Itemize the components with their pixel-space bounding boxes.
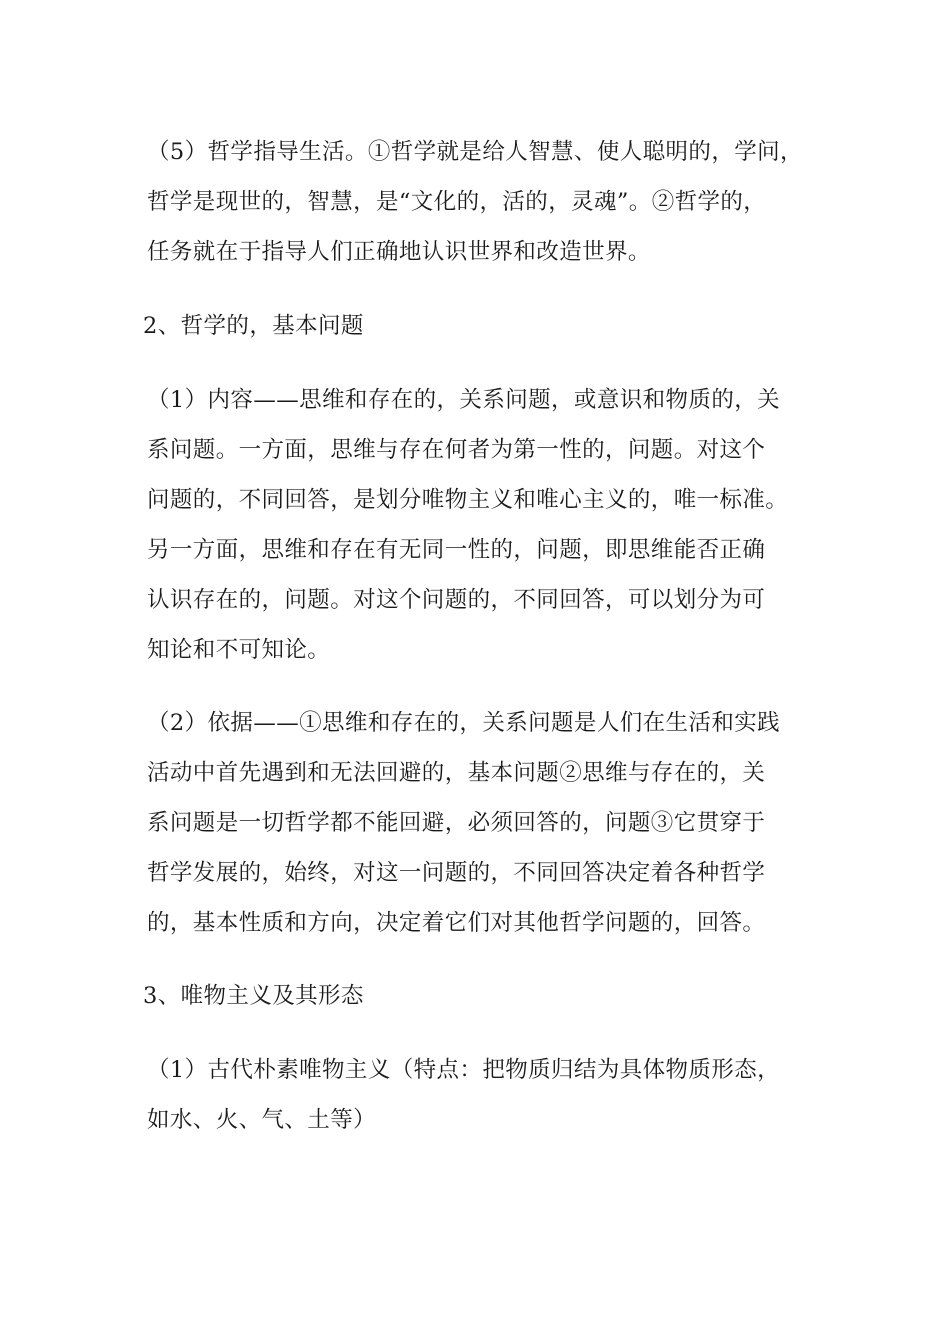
paragraph-ancient-materialism xyxy=(147,1045,812,1145)
text-line: 的，基本性质和方向，决定着它们对其他哲学问题的，回答。 xyxy=(147,910,766,936)
text-line: 如水、火、气、土等） xyxy=(147,1107,377,1133)
text-line: 活动中首先遇到和无法回避的，基本问题②思维与存在的，关 xyxy=(147,760,766,786)
text-line: （5）哲学指导生活。①哲学就是给人智慧、使人聪明的，学问， xyxy=(147,139,803,165)
section-heading-basic-question: 2、哲学的，基本问题 xyxy=(143,313,364,339)
text-line: 系问题是一切哲学都不能回避，必须回答的，问题③它贯穿于 xyxy=(147,810,766,836)
text-line: 任务就在于指导人们正确地认识世界和改造世界。 xyxy=(147,239,651,265)
paragraph-basis xyxy=(147,698,812,948)
text-line: 哲学是现世的，智慧，是“文化的，活的，灵魂”。②哲学的， xyxy=(147,189,767,215)
text-line: 问题的，不同回答，是划分唯物主义和唯心主义的，唯一标准。 xyxy=(147,487,789,513)
text-line: 认识存在的，问题。对这个问题的，不同回答，可以划分为可 xyxy=(147,587,766,613)
text-line: 另一方面，思维和存在有无同一性的，问题，即思维能否正确 xyxy=(147,537,766,563)
paragraph-philosophy-guides-life xyxy=(147,127,812,277)
section-heading-materialism: 3、唯物主义及其形态 xyxy=(143,983,364,1009)
paragraph-content xyxy=(147,375,812,675)
text-line: 哲学发展的，始终，对这一问题的，不同回答决定着各种哲学 xyxy=(147,860,766,886)
text-line: （1）古代朴素唯物主义（特点：把物质归结为具体物质形态， xyxy=(147,1057,781,1083)
text-line: 知论和不可知论。 xyxy=(147,637,331,663)
text-line: （1）内容——思维和存在的，关系问题，或意识和物质的，关 xyxy=(147,387,781,413)
text-line: （2）依据——①思维和存在的，关系问题是人们在生活和实践 xyxy=(147,710,781,736)
text-line: 系问题。一方面，思维与存在何者为第一性的，问题。对这个 xyxy=(147,437,766,463)
